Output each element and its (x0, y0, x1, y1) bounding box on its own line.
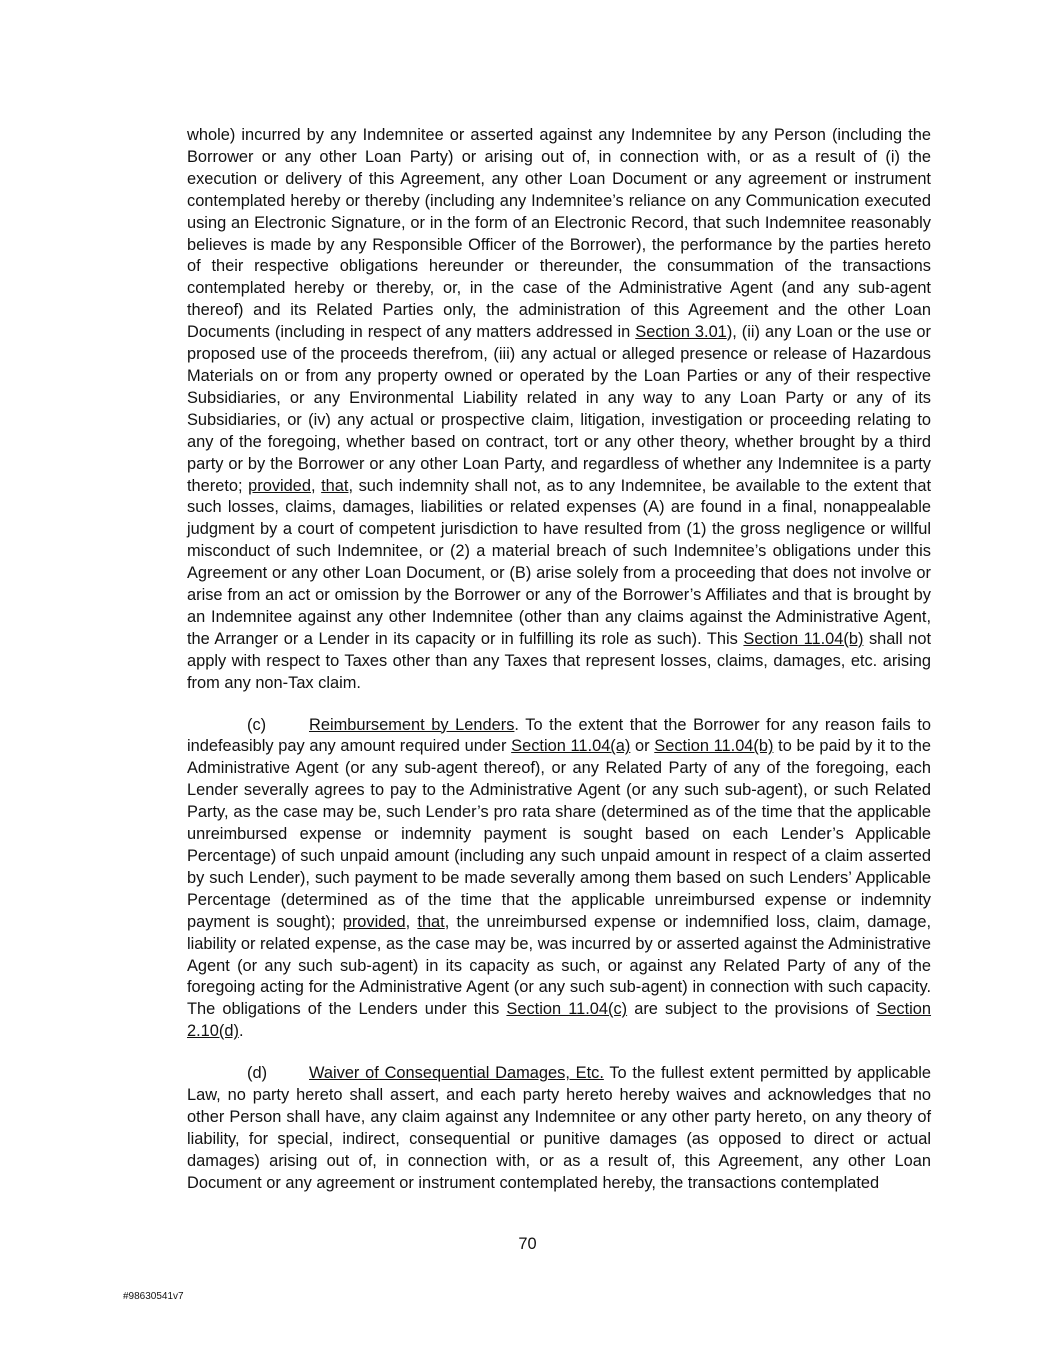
section-reference: Section 3.01 (635, 323, 727, 342)
punctuation: , (311, 476, 322, 495)
paragraph-d (187, 1063, 931, 1194)
paragraph-heading: Waiver of Consequential Damages, Etc. (309, 1064, 604, 1083)
paragraph-text: shall not apply with respect to Taxes other than any Taxes that represent losses, claims, damages, etc. arising from any non-Tax claim. (187, 629, 932, 692)
page-body (187, 125, 931, 1195)
that-term: that (321, 476, 349, 495)
paragraph-text: . To the extent that the Borrower for any reason fails to indefeasibly pay any amount required under (187, 715, 932, 756)
paragraph-text: whole) incurred by any Indemnitee or asserted against any Indemnitee by any Person (including the Borrower or any other Loan Party) or arising out of, in connection with, or as a result of (i) the execution or delivery of this Agreement, any other Loan Document or any agreement or instrument contemplated hereby or thereby (including any Indemnitee’s reliance on any Communication executed using an Electronic Signature, or in the form of an Electronic Record, that such Indemnitee reasonably believes is made by any Responsible Officer of the Borrower), the performance by the parties hereto of their respective obligations hereunder or thereunder, the consummation of the transactions contemplated hereby or thereby, or, in the case of the Administrative Agent (and any sub-agent thereof) and its Related Parties only, the administration of this Agreement and the other Loan Documents (including in respect of any matters addressed in (187, 126, 931, 342)
section-reference: Section 11.04(b) (654, 737, 774, 756)
that-term: that (417, 912, 445, 931)
paragraph-marker: (c) (247, 715, 267, 734)
paragraph-heading: Reimbursement by Lenders (309, 715, 515, 734)
paragraph-text: are subject to the provisions of (627, 1000, 877, 1019)
section-reference: Section 11.04(a) (511, 737, 631, 756)
section-reference: Section 2.10(d) (187, 1000, 932, 1041)
section-reference: Section 11.04(c) (506, 1000, 628, 1019)
paragraph-text: to be paid by it to the Administrative Agent (or any sub-agent thereof), or any Related Party of any of the foregoing, each Lender severally agrees to pay to the Administrative Agent (or any such sub-agent), or such Related Party, as the case may be, such Lender’s pro rata share (determined as of the time that the applicable unreimbursed expense or indemnity payment is sought based on each Lender’s Applicable Percentage) of such unpaid amount (including any such unpaid amount in respect of a claim asserted by such Lender), such payment to be made severally among them based on such Lenders’ Applicable Percentage (determined as of the time that the applicable unreimbursed expense or indemnity payment is sought); (187, 737, 932, 931)
paragraph-text: , such indemnity shall not, as to any Indemnitee, be available to the extent that such losses, claims, damages, liabilities or related expenses (A) are found in a final, nonappealable judgment by a court of competent jurisdiction to have resulted from (1) the gross negligence or willful misconduct of such Indemnitee, or (2) a material breach of such Indemnitee’s obligations under this Agreement or any other Loan Document, or (B) arise solely from a proceeding that does not involve or arise from an act or omission by the Borrower or any of the Borrower’s Affiliates and that is brought by an Indemnitee against any other Indemnitee (other than any claims against the Administrative Agent, the Arranger or a Lender in its capacity or in fulfilling its role as such). This (187, 476, 931, 648)
paragraph-text: , the unreimbursed expense or indemnified loss, claim, damage, liability or related expense, as the case may be, was incurred by or asserted against the Administrative Agent (or any such sub-agent) in its capacity as such, or against any Related Party of any of the foregoing acting for the Administrative Agent (or any such sub-agent) in connection with such capacity. The obligations of the Lenders under this (187, 912, 931, 1019)
provided-term: provided (342, 912, 406, 931)
section-reference: Section 11.04(b) (743, 629, 864, 648)
paragraph-text: or (630, 737, 655, 756)
paragraph-b-continuation (187, 125, 931, 695)
paragraph-c (187, 715, 931, 1044)
paragraph-text: To the fullest extent permitted by applicable Law, no party hereto shall assert, and each party hereto hereby waives and acknowledges that no other Person shall have, any claim against any Indemnitee or any other party hereto, on any theory of liability, for special, indirect, consequential or punitive damages (as opposed to direct or actual damages) arising out of, in connection with, or as a result of, this Agreement, any other Loan Document or any agreement or instrument contemplated hereby, the transactions contemplated (187, 1064, 931, 1192)
page-number: 70 (518, 1235, 537, 1253)
document-id: #98630541v7 (123, 1291, 184, 1302)
punctuation: , (405, 912, 418, 931)
provided-term: provided (248, 476, 312, 495)
paragraph-marker: (d) (247, 1064, 268, 1083)
paragraph-text: ), (ii) any Loan or the use or proposed use of the proceeds therefrom, (iii) any actual or alleged presence or release of Hazardous Materials on or from any property owned or operated by the Loan Parties or any of their respective Subsidiaries, or any Environmental Liability related in any way to any Loan Party or any of its Subsidiaries, or (iv) any actual or prospective claim, litigation, investigation or proceeding relating to any of the foregoing, whether based on contract, tort or any other theory, whether brought by a third party or by the Borrower or any other Loan Party, and regardless of whether any Indemnitee is a party thereto; (187, 323, 932, 495)
punctuation: . (238, 1022, 244, 1041)
